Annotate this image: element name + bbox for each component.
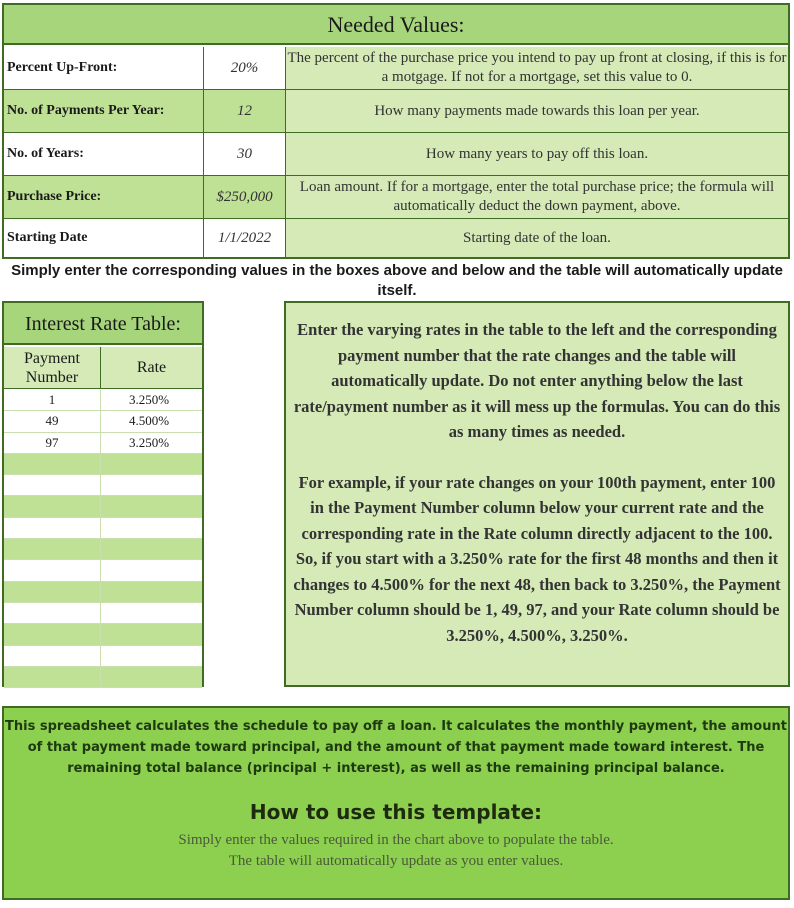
table-row	[4, 624, 202, 645]
interest-rate-table	[2, 301, 204, 687]
percent-up-front-description: The percent of the purchase price you intend to pay up front at closing, if this is for a motgage. If not for a mortgage, set this value to 0.	[286, 47, 788, 89]
purchase-price-input[interactable]: $250,000	[204, 176, 286, 218]
how-to-use-title: How to use this template:	[249, 800, 543, 824]
template-info-box	[2, 706, 790, 900]
rate-cell[interactable]	[101, 624, 202, 644]
percent-up-front-input[interactable]: 20%	[204, 47, 286, 89]
payment-number-cell[interactable]	[4, 475, 101, 495]
how-to-use-line-2: The table will automatically update as you enter values.	[228, 853, 564, 869]
rate-instructions-box	[284, 301, 790, 687]
rate-cell[interactable]	[101, 646, 202, 666]
needed-row-years	[4, 133, 788, 176]
purchase-price-description: Loan amount. If for a mortgage, enter the total purchase price; the formula will automatically deduct the down payment, above.	[286, 176, 788, 218]
years-description: How many years to pay off this loan.	[286, 133, 788, 175]
payment-number-cell[interactable]	[4, 518, 101, 538]
needed-values-panel	[2, 3, 790, 259]
needed-values-title: Needed Values:	[4, 5, 788, 45]
payment-number-cell[interactable]	[4, 560, 101, 580]
rate-cell[interactable]	[101, 582, 202, 602]
interest-rate-table-header	[4, 347, 202, 389]
spreadsheet-description: This spreadsheet calculates the schedule to pay off a loan. It calculates the monthly payment, the amount of that payment made toward principal, and the amount of that payment made toward interest. The remaining total balance (principal + interest), as well as the remaining principal balance.	[5, 719, 787, 776]
table-row	[4, 539, 202, 560]
payment-number-cell[interactable]	[4, 603, 101, 623]
how-to-use-line-1: Simply enter the values required in the chart above to populate the table.	[178, 832, 614, 848]
rate-cell[interactable]: 4.500%	[129, 413, 170, 429]
interest-rate-table-title: Interest Rate Table:	[4, 303, 202, 345]
rate-cell[interactable]	[101, 496, 202, 516]
payment-number-cell[interactable]	[4, 667, 101, 687]
table-row	[4, 646, 202, 667]
table-row	[4, 667, 202, 688]
needed-row-percent-up-front	[4, 47, 788, 90]
instruction-text: Simply enter the corresponding values in the boxes above and below and the table will automatically update itself.	[11, 262, 783, 299]
rate-cell[interactable]: 3.250%	[129, 392, 170, 407]
payments-per-year-label: No. of Payments Per Year:	[4, 90, 204, 132]
interest-rate-rows	[4, 390, 202, 688]
purchase-price-label: Purchase Price:	[4, 176, 204, 218]
starting-date-input[interactable]: 1/1/2022	[204, 219, 286, 257]
starting-date-label: Starting Date	[4, 219, 204, 257]
payment-number-header: Payment Number	[4, 347, 101, 388]
rate-instructions-paragraph-2: For example, if your rate changes on your 100th payment, enter 100 in the Payment Number column below your current rate and the corresponding rate in the Rate column directly adjacent to the 100. So, if you start with a 3.250% rate for the first 48 months and then it changes to 4.500% for the next 48, then back to 3.250%, the Payment Number column should be 1, 49, 97, and your Rate column should be 3.250%, 4.500%, 3.250%.	[293, 472, 781, 645]
payment-number-cell[interactable]	[4, 624, 101, 644]
rate-cell[interactable]	[101, 518, 202, 538]
rate-cell[interactable]: 3.250%	[129, 434, 170, 450]
payments-per-year-input[interactable]: 12	[204, 90, 286, 132]
rate-cell[interactable]	[101, 475, 202, 495]
payments-per-year-description: How many payments made towards this loan per year.	[286, 90, 788, 132]
starting-date-description: Starting date of the loan.	[286, 219, 788, 257]
table-row	[4, 454, 202, 475]
rate-header: Rate	[136, 359, 167, 376]
payment-number-cell[interactable]	[4, 582, 101, 602]
payment-number-cell[interactable]	[4, 496, 101, 516]
rate-cell[interactable]	[101, 667, 202, 687]
table-row	[4, 411, 202, 432]
payment-number-cell[interactable]	[4, 454, 101, 474]
rate-cell[interactable]	[101, 539, 202, 559]
years-input[interactable]: 30	[204, 133, 286, 175]
table-row	[4, 560, 202, 581]
payment-number-cell[interactable]	[4, 646, 101, 666]
rate-cell[interactable]	[101, 560, 202, 580]
needed-row-starting-date	[4, 219, 788, 257]
payment-number-cell[interactable]	[4, 539, 101, 559]
payment-number-cell[interactable]: 1	[4, 390, 101, 410]
needed-row-purchase-price	[4, 176, 788, 219]
rate-cell[interactable]	[101, 603, 202, 623]
table-row	[4, 518, 202, 539]
table-row	[4, 603, 202, 624]
percent-up-front-label: Percent Up-Front:	[4, 47, 204, 89]
payment-number-cell[interactable]: 49	[4, 411, 101, 431]
table-row	[4, 433, 202, 454]
years-label: No. of Years:	[4, 133, 204, 175]
table-row	[4, 582, 202, 603]
needed-row-payments-per-year	[4, 90, 788, 133]
rate-cell[interactable]	[101, 454, 202, 474]
payment-number-cell[interactable]: 97	[4, 433, 101, 453]
table-row	[4, 390, 202, 411]
rate-instructions-paragraph-1: Enter the varying rates in the table to the left and the corresponding payment number that the rate changes and the table will automatically update. Do not enter anything below the last rate/payment number as it will mess up the formulas. You can do this as many times as needed.	[293, 320, 781, 441]
table-row	[4, 475, 202, 496]
table-row	[4, 496, 202, 517]
